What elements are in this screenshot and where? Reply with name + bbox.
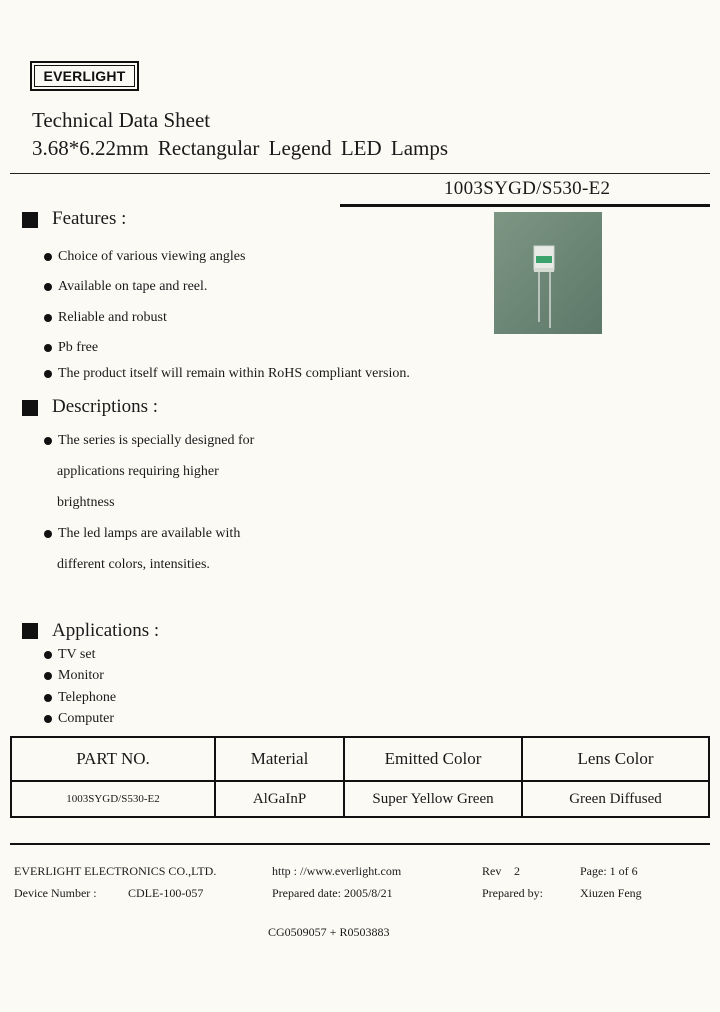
table-header-row	[11, 737, 709, 781]
application-item: TV set	[44, 647, 95, 663]
features-title: Features :	[52, 208, 127, 229]
description-line: brightness	[57, 495, 115, 510]
descriptions-title: Descriptions :	[52, 396, 159, 417]
feature-item: Choice of various viewing angles	[44, 249, 245, 265]
footer-divider	[10, 843, 710, 845]
prepared-by-label: Prepared by:	[482, 886, 543, 900]
feature-item: Available on tape and reel.	[44, 279, 207, 295]
everlight-logo	[30, 61, 139, 91]
bullet-icon	[44, 344, 52, 352]
column-header: Lens Color	[522, 737, 709, 781]
column-header: Emitted Color	[344, 737, 522, 781]
description-line: different colors, intensities.	[57, 557, 210, 572]
section-marker	[22, 212, 38, 228]
bullet-icon	[44, 694, 52, 702]
logo-text: EVERLIGHT	[34, 65, 135, 87]
part-spec-table	[10, 736, 710, 818]
table-row	[11, 781, 709, 817]
document-title: Technical Data Sheet	[32, 108, 211, 132]
company-name: EVERLIGHT ELECTRONICS CO.,LTD.	[14, 864, 217, 878]
prepared-by-value: Xiuzen Feng	[580, 886, 642, 900]
table-cell: Super Yellow Green	[344, 781, 522, 817]
table-cell: 1003SYGD/S530-E2	[11, 781, 215, 817]
prepared-date: Prepared date: 2005/8/21	[272, 886, 393, 900]
table-cell: Green Diffused	[522, 781, 709, 817]
application-item: Telephone	[44, 690, 116, 706]
table-cell: AlGaInP	[215, 781, 344, 817]
document-code: CG0509057 + R0503883	[268, 925, 390, 939]
applications-title: Applications :	[52, 620, 160, 641]
part-number-underline	[340, 204, 710, 207]
bullet-icon	[44, 437, 52, 445]
feature-item: Pb free	[44, 340, 98, 356]
revision-value: 2	[514, 864, 520, 878]
bullet-icon	[44, 672, 52, 680]
section-marker	[22, 623, 38, 639]
column-header: PART NO.	[11, 737, 215, 781]
bullet-icon	[44, 530, 52, 538]
column-header: Material	[215, 737, 344, 781]
product-photo	[494, 212, 602, 334]
bullet-icon	[44, 370, 52, 378]
document-subtitle: 3.68*6.22mm Rectangular Legend LED Lamps	[32, 136, 449, 160]
device-number-label: Device Number :	[14, 886, 97, 900]
application-item: Monitor	[44, 668, 104, 684]
feature-item: The product itself will remain within RoHS compliant version.	[44, 366, 410, 382]
revision-label: Rev	[482, 864, 502, 878]
bullet-icon	[44, 651, 52, 659]
bullet-icon	[44, 283, 52, 291]
bullet-icon	[44, 715, 52, 723]
application-item: Computer	[44, 711, 114, 727]
bullet-icon	[44, 253, 52, 261]
device-number-value: CDLE-100-057	[128, 886, 204, 900]
page-number: Page: 1 of 6	[580, 864, 638, 878]
description-line: applications requiring higher	[57, 464, 219, 479]
led-lamp-image	[494, 212, 602, 334]
description-item: The led lamps are available with	[44, 526, 240, 542]
feature-item: Reliable and robust	[44, 310, 167, 326]
section-marker	[22, 400, 38, 416]
description-item: The series is specially designed for	[44, 433, 254, 449]
bullet-icon	[44, 314, 52, 322]
website-link[interactable]: http : //www.everlight.com	[272, 864, 402, 878]
part-number: 1003SYGD/S530-E2	[444, 178, 611, 199]
header-divider	[10, 173, 710, 174]
